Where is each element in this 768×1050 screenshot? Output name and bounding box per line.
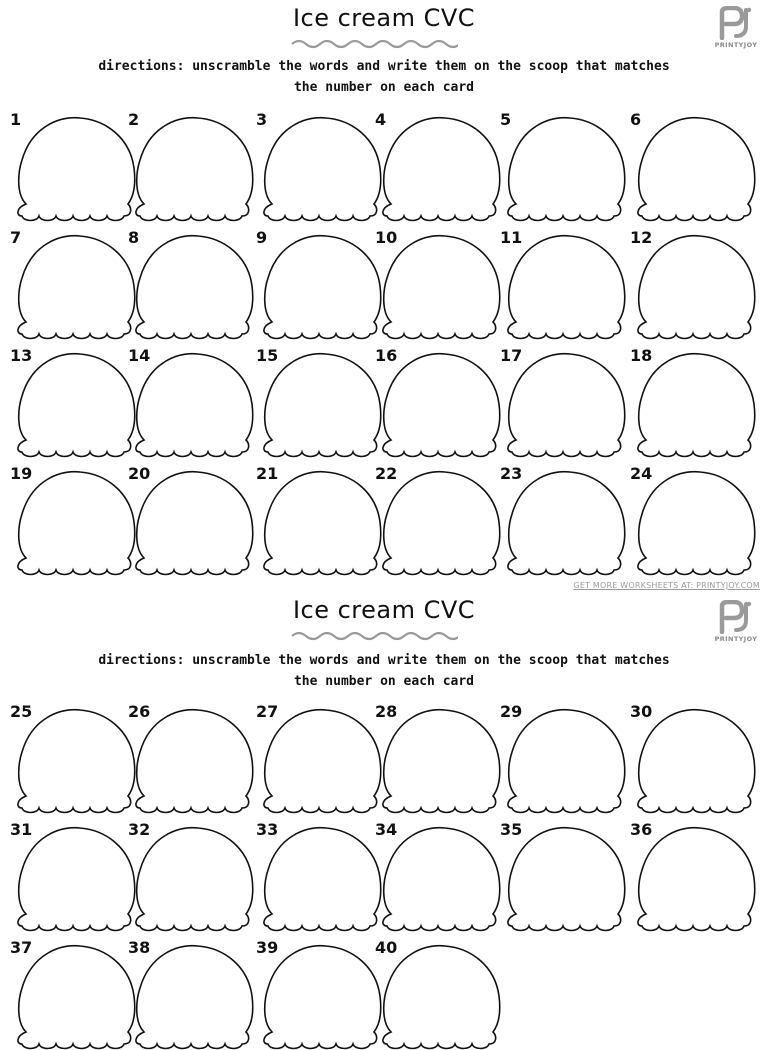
scoop-card[interactable]: [375, 230, 499, 340]
card-number: 12: [630, 228, 653, 247]
scoop-card[interactable]: [375, 112, 499, 222]
scoop-card[interactable]: [128, 466, 252, 576]
card-number: 11: [500, 228, 523, 247]
card-number: 39: [256, 938, 279, 957]
scoop-card[interactable]: [10, 704, 134, 814]
title-squiggle-decoration: [290, 38, 458, 50]
scoop-card[interactable]: [256, 348, 380, 458]
scoop-card[interactable]: [10, 822, 134, 932]
directions-line-2: the number on each card: [293, 80, 474, 95]
scoop-card[interactable]: [375, 466, 499, 576]
directions-text: [40, 56, 728, 98]
scoop-card[interactable]: [375, 822, 499, 932]
scoop-outline-icon: [634, 466, 758, 576]
card-number: 1: [10, 110, 22, 129]
scoop-card[interactable]: [375, 940, 499, 1050]
scoop-outline-icon: [504, 230, 628, 340]
scoop-outline-icon: [634, 348, 758, 458]
scoop-card[interactable]: [500, 112, 624, 222]
card-number: 14: [128, 346, 151, 365]
scoop-outline-icon: [260, 466, 384, 576]
card-number: 40: [375, 938, 398, 957]
scoop-outline-icon: [132, 822, 256, 932]
scoop-outline-icon: [634, 112, 758, 222]
scoop-card[interactable]: [256, 230, 380, 340]
logo-text: PRINTYJOY: [714, 635, 758, 643]
scoop-outline-icon: [260, 230, 384, 340]
scoop-card[interactable]: [256, 704, 380, 814]
printyjoy-logo: [710, 6, 762, 54]
scoop-card[interactable]: [128, 704, 252, 814]
card-number: 37: [10, 938, 33, 957]
card-number: 38: [128, 938, 151, 957]
card-number: 6: [630, 110, 642, 129]
scoop-outline-icon: [504, 112, 628, 222]
scoop-outline-icon: [379, 704, 503, 814]
card-number: 9: [256, 228, 268, 247]
card-number: 28: [375, 702, 398, 721]
scoop-outline-icon: [634, 822, 758, 932]
scoop-card[interactable]: [500, 230, 624, 340]
scoop-outline-icon: [260, 704, 384, 814]
scoop-outline-icon: [260, 110, 387, 222]
card-number: 32: [128, 820, 151, 839]
directions-line-2: the number on each card: [293, 674, 474, 689]
scoop-card[interactable]: [10, 466, 134, 576]
card-number: 33: [256, 820, 279, 839]
scoop-card[interactable]: [500, 466, 624, 576]
card-number: 7: [10, 228, 22, 247]
card-number: 26: [128, 702, 151, 721]
scoop-card[interactable]: [500, 822, 624, 932]
scoop-outline-icon: [14, 348, 138, 458]
printyjoy-logo: [710, 600, 762, 648]
scoop-card[interactable]: [128, 348, 252, 458]
card-number: 18: [630, 346, 653, 365]
scoop-outline-icon: [14, 940, 138, 1050]
scoop-outline-icon: [379, 466, 503, 576]
scoop-outline-icon: [260, 940, 384, 1050]
scoop-outline-icon: [132, 940, 256, 1050]
scoop-outline-icon: [132, 704, 256, 814]
card-number: 36: [630, 820, 653, 839]
scoop-outline-icon: [379, 112, 503, 222]
card-number: 27: [256, 702, 279, 721]
scoop-card[interactable]: [630, 822, 754, 932]
scoop-card[interactable]: [10, 940, 134, 1050]
scoop-outline-icon: [132, 466, 256, 576]
scoop-card[interactable]: [630, 348, 754, 458]
scoop-card[interactable]: [10, 348, 134, 458]
scoop-outline-icon: [504, 822, 628, 932]
scoop-outline-icon: [260, 348, 384, 458]
card-number: 3: [256, 110, 268, 129]
directions-line-1: directions: unscramble the words and write them on the scoop that matches: [98, 59, 670, 74]
footer-link[interactable]: GET MORE WORKSHEETS AT: PRINTYJOY.COM: [573, 581, 760, 590]
scoop-outline-icon: [14, 466, 138, 576]
scoop-card[interactable]: [128, 940, 252, 1050]
scoop-card[interactable]: [256, 822, 380, 932]
logo-mark-icon: [716, 600, 756, 634]
card-number: 10: [375, 228, 398, 247]
card-number: 15: [256, 346, 279, 365]
card-number: 31: [10, 820, 33, 839]
scoop-card[interactable]: [128, 822, 252, 932]
scoop-card[interactable]: [256, 940, 380, 1050]
scoop-outline-icon: [260, 822, 384, 932]
logo-mark-icon: [716, 6, 756, 40]
worksheet-page-2: [0, 594, 768, 1024]
scoop-outline-icon: [634, 704, 758, 814]
scoop-card[interactable]: [500, 348, 624, 458]
scoop-outline-icon: [379, 822, 503, 932]
card-number: 29: [500, 702, 523, 721]
scoop-card[interactable]: [10, 112, 134, 222]
scoop-card[interactable]: [630, 466, 754, 576]
page-title: Ice cream CVC: [292, 596, 476, 624]
scoop-card[interactable]: [10, 230, 134, 340]
scoop-outline-icon: [132, 112, 256, 222]
directions-text: [40, 650, 728, 692]
scoop-outline-icon: [14, 822, 138, 932]
page-title: Ice cream CVC: [292, 4, 476, 32]
card-number: 19: [10, 464, 33, 483]
scoop-card[interactable]: [630, 230, 754, 340]
card-number: 34: [375, 820, 398, 839]
scoop-card[interactable]: [500, 704, 624, 814]
card-number: 22: [375, 464, 398, 483]
card-number: 5: [500, 110, 512, 129]
scoop-card[interactable]: [256, 112, 380, 222]
card-number: 25: [10, 702, 33, 721]
card-number: 23: [500, 464, 523, 483]
scoop-outline-icon: [14, 704, 138, 814]
scoop-card[interactable]: [256, 466, 380, 576]
card-number: 4: [375, 110, 387, 129]
scoop-outline-icon: [132, 230, 256, 340]
scoop-outline-icon: [14, 230, 138, 340]
scoop-card[interactable]: [375, 348, 499, 458]
scoop-outline-icon: [504, 466, 628, 576]
card-number: 8: [128, 228, 140, 247]
scoop-card[interactable]: [630, 704, 754, 814]
scoop-outline-icon: [132, 348, 256, 458]
card-number: 35: [500, 820, 523, 839]
scoop-outline-icon: [504, 704, 628, 814]
card-number: 13: [10, 346, 33, 365]
scoop-card[interactable]: [630, 112, 754, 222]
scoop-outline-icon: [634, 230, 758, 340]
scoop-card[interactable]: [128, 230, 252, 340]
scoop-outline-icon: [14, 112, 138, 222]
card-number: 2: [128, 110, 140, 129]
scoop-card[interactable]: [128, 112, 252, 222]
card-number: 30: [630, 702, 653, 721]
scoop-outline-icon: [379, 940, 503, 1050]
card-number: 21: [256, 464, 279, 483]
scoop-outline-icon: [504, 348, 628, 458]
scoop-card[interactable]: [375, 704, 499, 814]
title-squiggle-decoration: [290, 630, 458, 642]
scoop-outline-icon: [379, 230, 503, 340]
scoop-outline-icon: [379, 348, 503, 458]
card-number: 16: [375, 346, 398, 365]
card-number: 24: [630, 464, 653, 483]
card-number: 17: [500, 346, 523, 365]
logo-text: PRINTYJOY: [714, 41, 758, 49]
card-number: 20: [128, 464, 151, 483]
directions-line-1: directions: unscramble the words and write them on the scoop that matches: [98, 653, 670, 668]
